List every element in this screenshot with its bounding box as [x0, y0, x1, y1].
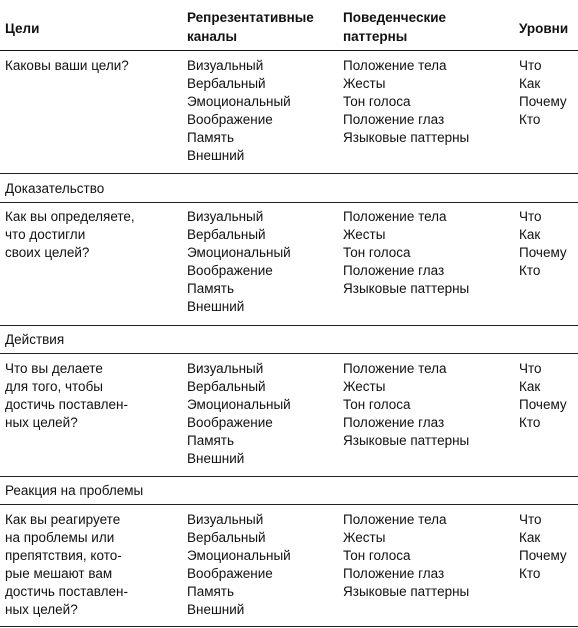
- row-2-patterns: [343, 360, 469, 450]
- channel-item: Воображение: [187, 415, 273, 430]
- level-item: Кто: [519, 415, 541, 430]
- channel-item: Память: [187, 433, 235, 448]
- header-channels-line-1: Репрезентативные: [187, 10, 314, 25]
- channel-item: Эмоциональный: [187, 397, 291, 412]
- question-line: ных целей?: [5, 602, 78, 617]
- pattern-item: Жесты: [343, 76, 386, 91]
- level-item: Что: [519, 58, 542, 73]
- question-line: что достигли: [5, 227, 86, 242]
- channel-item: Визуальный: [187, 58, 264, 73]
- row-3-levels: [519, 511, 567, 583]
- question-line: ных целей?: [5, 415, 78, 430]
- pattern-item: Тон голоса: [343, 548, 411, 563]
- row-1-question: [5, 208, 135, 262]
- pattern-item: Жесты: [343, 227, 386, 242]
- channel-item: Внешний: [187, 299, 245, 314]
- row-3-question: [5, 511, 128, 619]
- pattern-item: Тон голоса: [343, 245, 411, 260]
- level-item: Что: [519, 512, 542, 527]
- row-0-channels: [187, 57, 291, 165]
- level-item: Что: [519, 361, 542, 376]
- section-title-proof: Доказательство: [5, 181, 105, 196]
- pattern-item: Тон голоса: [343, 94, 411, 109]
- level-item: Кто: [519, 263, 541, 278]
- pattern-item: Положение глаз: [343, 112, 445, 127]
- row-0-patterns: [343, 57, 469, 147]
- channel-item: Вербальный: [187, 76, 266, 91]
- table-bottom-rule: [0, 626, 578, 627]
- channel-item: Воображение: [187, 263, 273, 278]
- question-line: Что вы делаете: [5, 361, 103, 376]
- pattern-item: Языковые паттерны: [343, 584, 470, 599]
- row-1-levels: [519, 208, 567, 280]
- row-divider: [0, 476, 578, 477]
- level-item: Кто: [519, 566, 541, 581]
- row-3-channels: [187, 511, 291, 619]
- channel-item: Вербальный: [187, 379, 266, 394]
- header-patterns: [343, 8, 446, 46]
- header-goals: Цели: [5, 21, 40, 36]
- pattern-item: Языковые паттерны: [343, 130, 470, 145]
- section-divider: [0, 504, 578, 505]
- header-levels: Уровни: [519, 21, 569, 36]
- section-title-actions: Действия: [5, 332, 65, 347]
- channel-item: Память: [187, 281, 235, 296]
- pattern-item: Жесты: [343, 379, 386, 394]
- level-item: Как: [519, 379, 541, 394]
- channel-item: Эмоциональный: [187, 94, 291, 109]
- channel-item: Воображение: [187, 112, 273, 127]
- pattern-item: Положение тела: [343, 58, 447, 73]
- row-divider: [0, 325, 578, 326]
- header-channels-line-2: каналы: [187, 29, 238, 44]
- level-item: Почему: [519, 245, 567, 260]
- pattern-item: Положение тела: [343, 361, 447, 376]
- pattern-item: Положение тела: [343, 209, 447, 224]
- channel-item: Эмоциональный: [187, 245, 291, 260]
- channel-item: Воображение: [187, 566, 273, 581]
- question-line: достичь поставлен-: [5, 397, 128, 412]
- pattern-item: Языковые паттерны: [343, 433, 470, 448]
- question-line: Как вы реагируете: [5, 512, 121, 527]
- row-0-question: [5, 57, 129, 75]
- question-line: своих целей?: [5, 245, 90, 260]
- row-2-question: [5, 360, 128, 432]
- row-0-levels: [519, 57, 567, 129]
- pattern-item: Языковые паттерны: [343, 281, 470, 296]
- channel-item: Внешний: [187, 148, 245, 163]
- channel-item: Внешний: [187, 602, 245, 617]
- header-patterns-line-1: Поведенческие: [343, 10, 447, 25]
- channel-item: Визуальный: [187, 512, 264, 527]
- pattern-item: Положение глаз: [343, 566, 445, 581]
- header-channels: [187, 8, 314, 46]
- channel-item: Память: [187, 130, 235, 145]
- row-1-patterns: [343, 208, 469, 298]
- row-1-channels: [187, 208, 291, 316]
- channel-item: Внешний: [187, 451, 245, 466]
- level-item: Как: [519, 227, 541, 242]
- channel-item: Эмоциональный: [187, 548, 291, 563]
- level-item: Почему: [519, 94, 567, 109]
- pattern-item: Положение тела: [343, 512, 447, 527]
- level-item: Кто: [519, 112, 541, 127]
- header-patterns-line-2: паттерны: [343, 29, 408, 44]
- level-item: Почему: [519, 548, 567, 563]
- row-2-levels: [519, 360, 567, 432]
- pattern-item: Положение глаз: [343, 263, 445, 278]
- level-item: Как: [519, 530, 541, 545]
- question-line: на проблемы или: [5, 530, 115, 545]
- level-item: Как: [519, 76, 541, 91]
- question-line: для того, чтобы: [5, 379, 104, 394]
- channel-item: Вербальный: [187, 227, 266, 242]
- section-divider: [0, 353, 578, 354]
- channel-item: Память: [187, 584, 235, 599]
- section-divider: [0, 202, 578, 203]
- row-divider: [0, 173, 578, 174]
- level-item: Почему: [519, 397, 567, 412]
- channel-item: Визуальный: [187, 209, 264, 224]
- question-line: достичь поставлен-: [5, 584, 128, 599]
- question-line: Как вы определяете,: [5, 209, 135, 224]
- question-line: рые мешают вам: [5, 566, 113, 581]
- channel-item: Визуальный: [187, 361, 264, 376]
- pattern-item: Положение глаз: [343, 415, 445, 430]
- row-3-patterns: [343, 511, 469, 601]
- channel-item: Вербальный: [187, 530, 266, 545]
- question-line: Каковы ваши цели?: [5, 58, 129, 73]
- row-2-channels: [187, 360, 291, 468]
- pattern-item: Жесты: [343, 530, 386, 545]
- section-title-reaction: Реакция на проблемы: [5, 483, 144, 498]
- level-item: Что: [519, 209, 542, 224]
- question-line: препятствия, кото-: [5, 548, 122, 563]
- pattern-item: Тон голоса: [343, 397, 411, 412]
- header-divider: [0, 50, 578, 51]
